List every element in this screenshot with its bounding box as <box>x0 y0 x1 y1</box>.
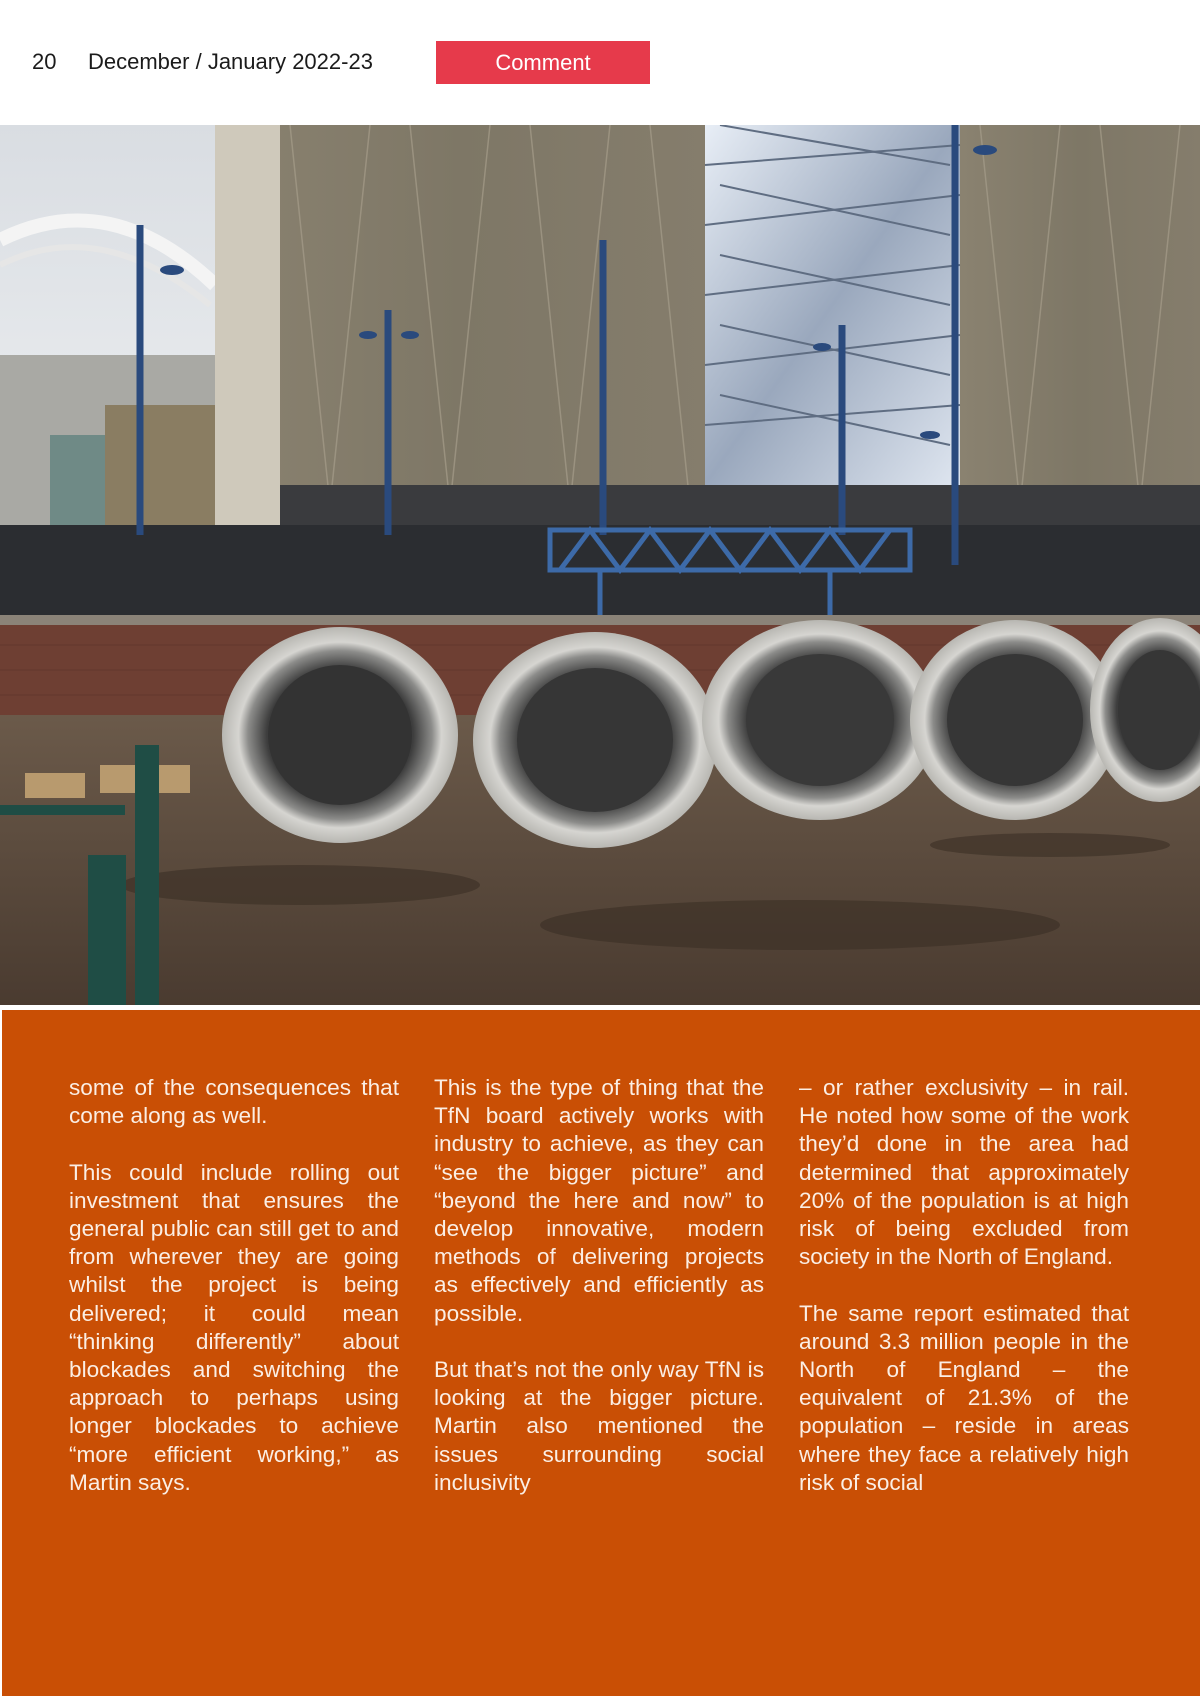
paragraph: some of the consequences that come along as well. <box>69 1075 399 1129</box>
article-column-3 <box>799 1074 1129 1525</box>
paragraph: But that’s not the only way TfN is looking at the bigger picture. Martin also mentioned the issues surrounding social inclusivity <box>434 1357 764 1495</box>
paragraph: This could include rolling out investment that ensures the general public can still get to and from wherever they are going whilst the project is being delivered; it could mean “thinking differently” about blockades and switching the approach to perhaps using longer blockades to achieve “more efficient working,” as Martin says. <box>69 1159 399 1495</box>
paragraph: – or rather exclusivity – in rail. He noted how some of the work they’d done in the area had determined that approximately 20% of the population is at high risk of being excluded from society in the North of England. <box>799 1075 1129 1270</box>
section-tag: Comment <box>436 41 650 84</box>
construction-site-photo <box>0 125 1200 1005</box>
article-column-1 <box>69 1074 399 1525</box>
issue-date: December / January 2022-23 <box>88 49 373 74</box>
page-header <box>0 0 1200 125</box>
article-body <box>2 1010 1200 1696</box>
paragraph: The same report estimated that around 3.3 million people in the North of England – the equivalent of 21.3% of the population – reside in areas where they face a relatively high risk of social <box>799 1300 1129 1495</box>
paragraph: This is the type of thing that the TfN board actively works with industry to achieve, as they can “see the bigger picture” and “beyond the here and now” to develop innovative, modern methods of delivering projects as effectively and efficiently as possible. <box>434 1075 764 1326</box>
page-number: 20 <box>32 49 57 74</box>
article-column-2 <box>434 1074 764 1525</box>
